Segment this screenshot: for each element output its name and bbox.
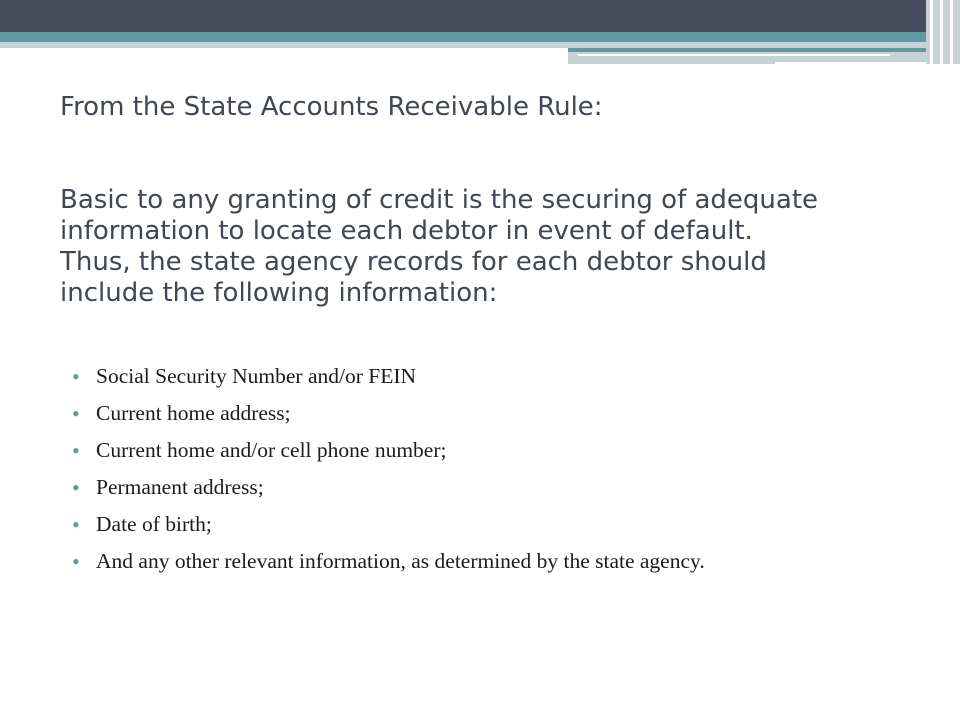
list-item: [72, 473, 920, 502]
bullet-icon: •: [72, 364, 80, 389]
title-line: From the State Accounts Receivable Rule:: [60, 92, 603, 122]
list-item-text: And any other relevant information, as determined by the state agency.: [96, 549, 705, 573]
list-item: [72, 399, 920, 428]
list-item-text: Social Security Number and/or FEIN: [96, 364, 417, 388]
slide-title: [60, 92, 920, 309]
header-right-stripe: [950, 0, 953, 64]
header-right-stripe: [940, 0, 943, 64]
title-spacer: [60, 123, 920, 185]
body-line: include the following information:: [60, 278, 498, 308]
bullet-icon: •: [72, 512, 80, 537]
list-item: [72, 362, 920, 391]
header-band-teal: [0, 32, 960, 42]
bullet-list: [72, 362, 920, 584]
list-item: [72, 547, 920, 576]
list-item-text: Current home address;: [96, 401, 291, 425]
header-band-step-accent: [568, 48, 960, 52]
list-item: [72, 436, 920, 465]
bullet-icon: •: [72, 475, 80, 500]
header-band-dark: [0, 0, 960, 32]
bullet-icon: •: [72, 549, 80, 574]
bullet-icon: •: [72, 438, 80, 463]
list-item-text: Current home and/or cell phone number;: [96, 438, 447, 462]
body-line: information to locate each debtor in event of default.: [60, 216, 753, 246]
header-white-line: [578, 54, 890, 56]
list-item-text: Permanent address;: [96, 475, 264, 499]
body-line: Thus, the state agency records for each debtor should: [60, 247, 767, 277]
body-line: Basic to any granting of credit is the securing of adequate: [60, 185, 819, 215]
header-right-stripe: [930, 0, 933, 64]
list-item: [72, 510, 920, 539]
list-item-text: Date of birth;: [96, 512, 212, 536]
bullet-icon: •: [72, 401, 80, 426]
